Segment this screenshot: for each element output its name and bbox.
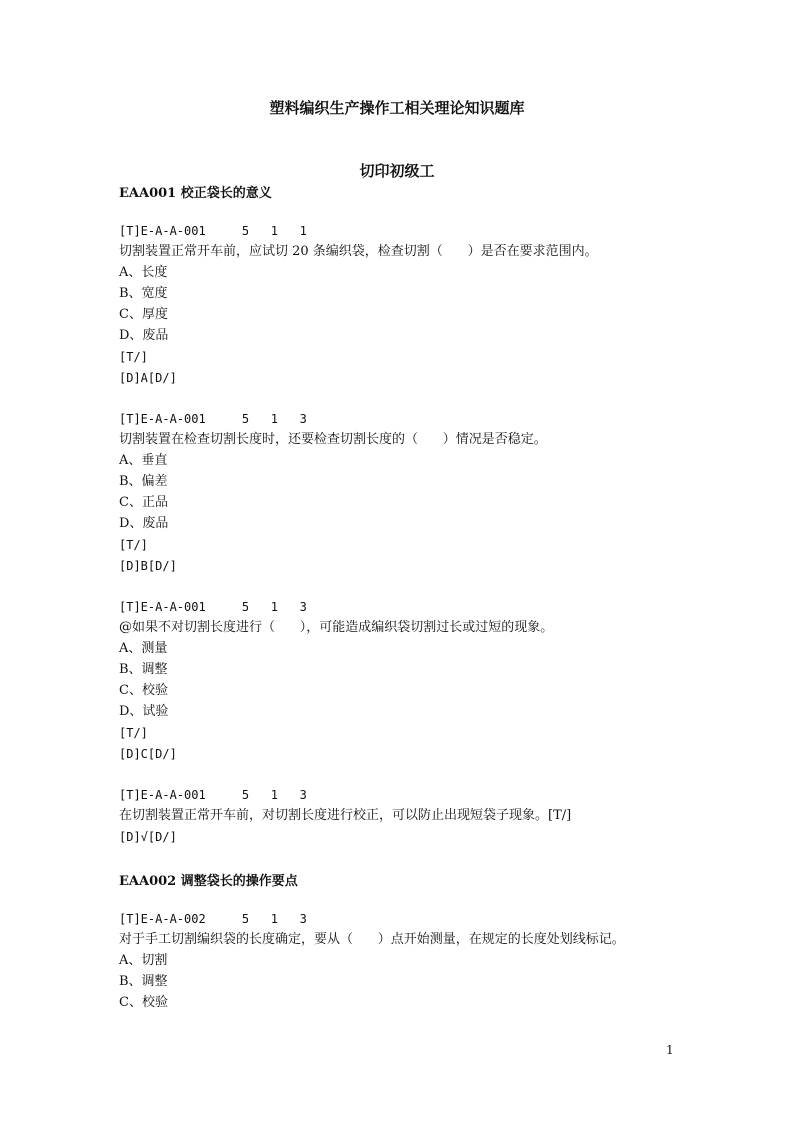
question-option: A、测量 [119, 641, 168, 656]
question-option: B、偏差 [119, 474, 168, 489]
question-option: D、试验 [119, 704, 169, 719]
question-end-tag: [T/] [119, 350, 148, 364]
section-heading: EAA001 校正袋长的意义 [119, 186, 272, 201]
question-code: [T]E-A-A-001 5 1 3 [119, 788, 307, 802]
question-option: A、长度 [119, 265, 168, 280]
question-answer: [D]A[D/] [119, 371, 177, 385]
question-code: [T]E-A-A-001 5 1 1 [119, 224, 307, 238]
question-option: B、调整 [119, 974, 168, 989]
question-option: A、垂直 [119, 453, 168, 468]
question-option: C、厚度 [119, 307, 168, 322]
question-answer: [D]B[D/] [119, 559, 177, 573]
question-option: B、调整 [119, 662, 168, 677]
document-title: 塑料编织生产操作工相关理论知识题库 [269, 99, 525, 117]
question-option: B、宽度 [119, 286, 168, 301]
question-option: C、正品 [119, 495, 168, 510]
section-heading: EAA002 调整袋长的操作要点 [119, 874, 298, 889]
question-stem: 切割装置正常开车前，应试切 20 条编织袋，检查切割（ ）是否在要求范围内。 [119, 244, 598, 259]
question-option: D、废品 [119, 516, 169, 531]
level-title: 切印初级工 [359, 162, 435, 180]
page-number: 1 [666, 1043, 674, 1057]
question-code: [T]E-A-A-001 5 1 3 [119, 600, 307, 614]
question-stem: 在切割装置正常开车前，对切割长度进行校正，可以防止出现短袋子现象。[T/] [119, 808, 572, 823]
question-option: C、校验 [119, 995, 168, 1010]
question-option: D、废品 [119, 328, 169, 343]
question-stem: @如果不对切割长度进行（ ），可能造成编织袋切割过长或过短的现象。 [119, 620, 554, 635]
question-answer: [D]C[D/] [119, 747, 177, 761]
question-end-tag: [T/] [119, 726, 148, 740]
question-end-tag: [T/] [119, 538, 148, 552]
question-option: A、切割 [119, 953, 168, 968]
question-code: [T]E-A-A-001 5 1 3 [119, 412, 307, 426]
question-option: C、校验 [119, 683, 168, 698]
question-stem: 对于手工切割编织袋的长度确定，要从（ ）点开始测量，在规定的长度处划线标记。 [119, 932, 625, 947]
question-code: [T]E-A-A-002 5 1 3 [119, 912, 307, 926]
question-answer: [D]√[D/] [119, 830, 177, 844]
question-stem: 切割装置在检查切割长度时，还要检查切割长度的（ ）情况是否稳定。 [119, 432, 547, 447]
